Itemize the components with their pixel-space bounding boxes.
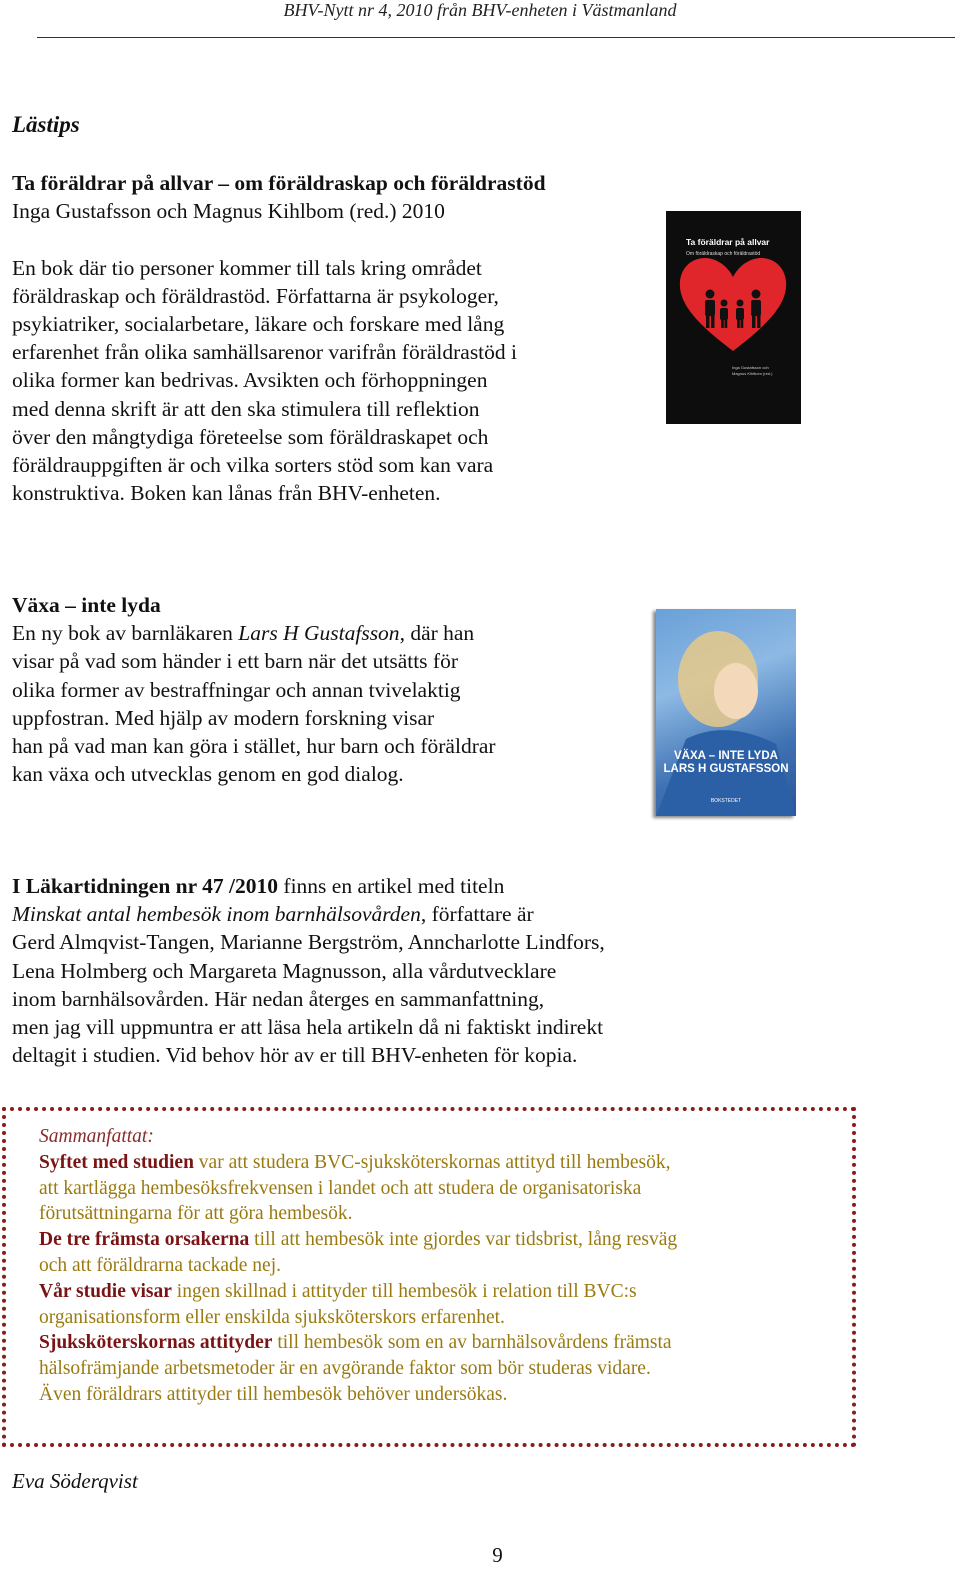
summary-line: och att föräldrarna tackade nej.	[39, 1254, 281, 1276]
book1-line: konstruktiva. Boken kan lånas från BHV-enheten.	[12, 481, 441, 506]
article-block	[12, 872, 605, 1069]
summary-line: Även föräldrars attityder till hembesök behöver undersökas.	[39, 1383, 508, 1405]
cover1-subtitle: Om föräldraskap och föräldrastöd	[686, 251, 761, 257]
cover2-author: LARS H GUSTAFSSON	[663, 763, 789, 775]
book2-title: Växa – inte lyda	[12, 593, 161, 617]
book1-line: erfarenhet från olika samhällsarenor varifrån föräldrastöd i	[12, 340, 518, 365]
book1-line: föräldrauppgiften är och vilka sorters stöd som kan vara	[12, 453, 494, 478]
summary-line: förutsättningarna för att göra hembesök.	[39, 1203, 353, 1225]
book1-line: med denna skrift är att den ska stimulera till reflektion	[12, 396, 480, 421]
heart-icon	[680, 258, 786, 351]
article-line-first: I Läkartidningen nr 47 /2010 finns en artikel med titeln	[12, 874, 505, 898]
book1-line: olika former kan bedrivas. Avsikten och förhoppningen	[12, 368, 488, 393]
article-source: I Läkartidningen nr 47 /2010	[12, 874, 279, 898]
cover2-title: VÄXA – INTE LYDA	[674, 750, 778, 762]
header-divider	[37, 37, 955, 38]
summary-label: Vår studie visar	[39, 1280, 172, 1302]
summary-line: hälsofrämjande arbetsmetoder är en avgörande faktor som bör studeras vidare.	[39, 1358, 651, 1380]
summary-line: att kartlägga hembesöksfrekvensen i landet och att studera de organisatoriska	[39, 1177, 642, 1199]
article-line: deltagit i studien. Vid behov hör av er till BHV-enheten för kopia.	[12, 1043, 578, 1068]
page-number: 9	[492, 1543, 503, 1567]
book2-line: olika former av bestraffningar och annan tvivelaktig	[12, 677, 461, 702]
book2-line-first: En ny bok av barnläkaren Lars H Gustafsson, där han	[12, 621, 475, 646]
book1-line: föräldraskap och föräldrastöd. Författarna är psykologer,	[12, 283, 499, 308]
section-heading: Lästips	[12, 112, 80, 137]
article-line: inom barnhälsovården. Här nedan återges en sammanfattning,	[12, 986, 545, 1011]
book1-cover-image	[666, 211, 801, 424]
summary-line: De tre främsta orsakerna till att hembesök inte gjordes var tidsbrist, lång resväg	[39, 1229, 678, 1251]
summary-line: Syftet med studien var att studera BVC-sjuksköterskornas attityd till hembesök,	[39, 1151, 671, 1173]
summary-heading: Sammanfattat:	[39, 1126, 154, 1147]
book1-title: Ta föräldrar på allvar – om föräldraskap och föräldrastöd	[12, 171, 546, 195]
summary-label: De tre främsta orsakerna	[39, 1229, 250, 1251]
summary-label: Syftet med studien	[39, 1151, 194, 1173]
book2-author: Lars H Gustafsson	[238, 621, 400, 646]
signature: Eva Söderqvist	[12, 1469, 138, 1493]
cover2-publisher: BOKSTEDET	[710, 798, 742, 804]
summary-label: Sjuksköterskornas attityder	[39, 1332, 273, 1354]
book2-line: kan växa och utvecklas genom en god dialog.	[12, 762, 404, 787]
summary-line: Vår studie visar ingen skillnad i attityder till hembesök i relation till BVC:s	[39, 1280, 637, 1302]
cover1-authors-2: Magnus Kihlbom (red.)	[732, 371, 773, 376]
summary-line: organisationsform eller enskilda sjuksköterskors erfarenhet.	[39, 1306, 505, 1328]
book2-cover-image	[656, 609, 796, 816]
book1-line: över den mångtydiga företeelse som föräldraskapet och	[12, 424, 489, 449]
book1-block	[12, 169, 546, 507]
book1-line: psykiatriker, socialarbetare, läkare och forskare med lång	[12, 312, 505, 336]
article-line-title: Minskat antal hembesök inom barnhälsovården, författare är	[12, 902, 534, 927]
book2-line: han på vad man kan göra i stället, hur barn och föräldrar	[12, 734, 496, 759]
book1-authors: Inga Gustafsson och Magnus Kihlbom (red.) 2010	[12, 199, 445, 224]
article-line: Gerd Almqvist-Tangen, Marianne Bergström, Anncharlotte Lindfors,	[12, 930, 605, 955]
book2-line: uppfostran. Med hjälp av modern forskning visar	[12, 705, 435, 730]
book2-block	[12, 591, 496, 788]
cover1-title: Ta föräldrar på allvar	[686, 237, 770, 247]
book2-line: visar på vad som händer i ett barn när det utsätts för	[12, 649, 458, 674]
article-line: men jag vill uppmuntra er att läsa hela artikeln då ni faktiskt indirekt	[12, 1015, 604, 1040]
article-title: Minskat antal hembesök inom barnhälsovården	[12, 902, 421, 927]
summary-box	[2, 1107, 856, 1447]
article-line: Lena Holmberg och Margareta Magnusson, alla vårdutvecklare	[12, 958, 557, 983]
page-header: BHV-Nytt nr 4, 2010 från BHV-enheten i Västmanland	[283, 0, 677, 20]
book1-line: En bok där tio personer kommer till tals kring området	[12, 255, 482, 280]
summary-line: Sjuksköterskornas attityder till hembesök som en av barnhälsovårdens främsta	[39, 1332, 672, 1354]
cover1-authors-1: Inga Gustafsson och	[732, 365, 769, 370]
